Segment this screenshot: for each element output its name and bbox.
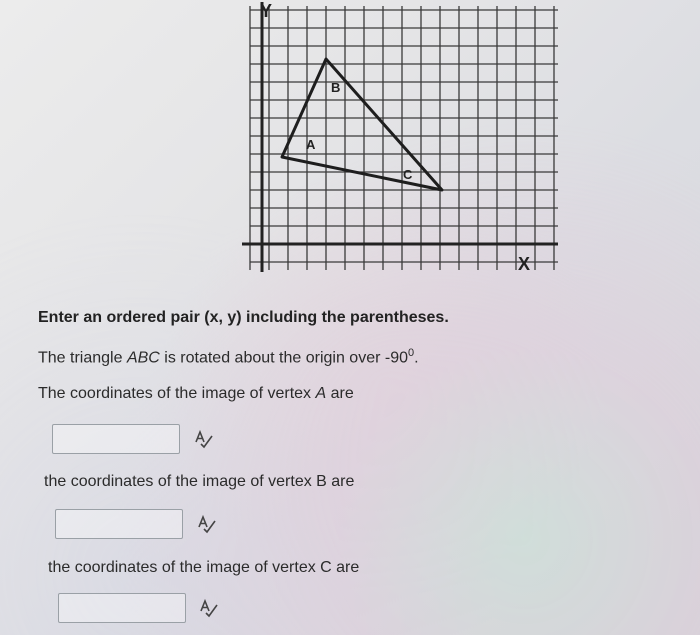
vertex-label-c: C bbox=[403, 167, 413, 182]
prompt-middle: is rotated about the origin over -90 bbox=[159, 349, 408, 367]
vertex-a-before: The coordinates of the image of vertex bbox=[38, 385, 316, 402]
spellcheck-icon[interactable] bbox=[196, 513, 218, 535]
vertex-b-input[interactable] bbox=[55, 509, 183, 539]
triangle-prompt bbox=[38, 347, 419, 367]
spellcheck-icon[interactable] bbox=[193, 428, 215, 450]
prompt-degree: 0 bbox=[408, 347, 415, 359]
vertex-c-input[interactable] bbox=[58, 593, 186, 623]
instruction-text: Enter an ordered pair (x, y) including the parentheses. bbox=[38, 309, 449, 326]
vertex-a-input[interactable] bbox=[52, 424, 180, 454]
vertex-a-italic: A bbox=[315, 385, 327, 402]
vertex-label-b: B bbox=[331, 80, 341, 95]
vertex-a-after: are bbox=[326, 385, 354, 402]
x-axis-label: X bbox=[518, 254, 531, 274]
coordinate-graph bbox=[240, 0, 560, 275]
prompt-italic: ABC bbox=[126, 349, 160, 367]
vertex-b-label: the coordinates of the image of vertex B are bbox=[44, 473, 355, 490]
grid-lines bbox=[250, 6, 558, 270]
spellcheck-icon[interactable] bbox=[198, 597, 220, 619]
vertex-c-label: the coordinates of the image of vertex C are bbox=[48, 559, 360, 576]
vertex-label-a: A bbox=[306, 137, 316, 152]
prompt-before: The triangle bbox=[38, 349, 127, 367]
prompt-end: . bbox=[414, 349, 419, 367]
vertex-a-label bbox=[38, 385, 354, 403]
triangle-abc bbox=[282, 59, 442, 190]
y-axis-label: Y bbox=[260, 1, 273, 21]
